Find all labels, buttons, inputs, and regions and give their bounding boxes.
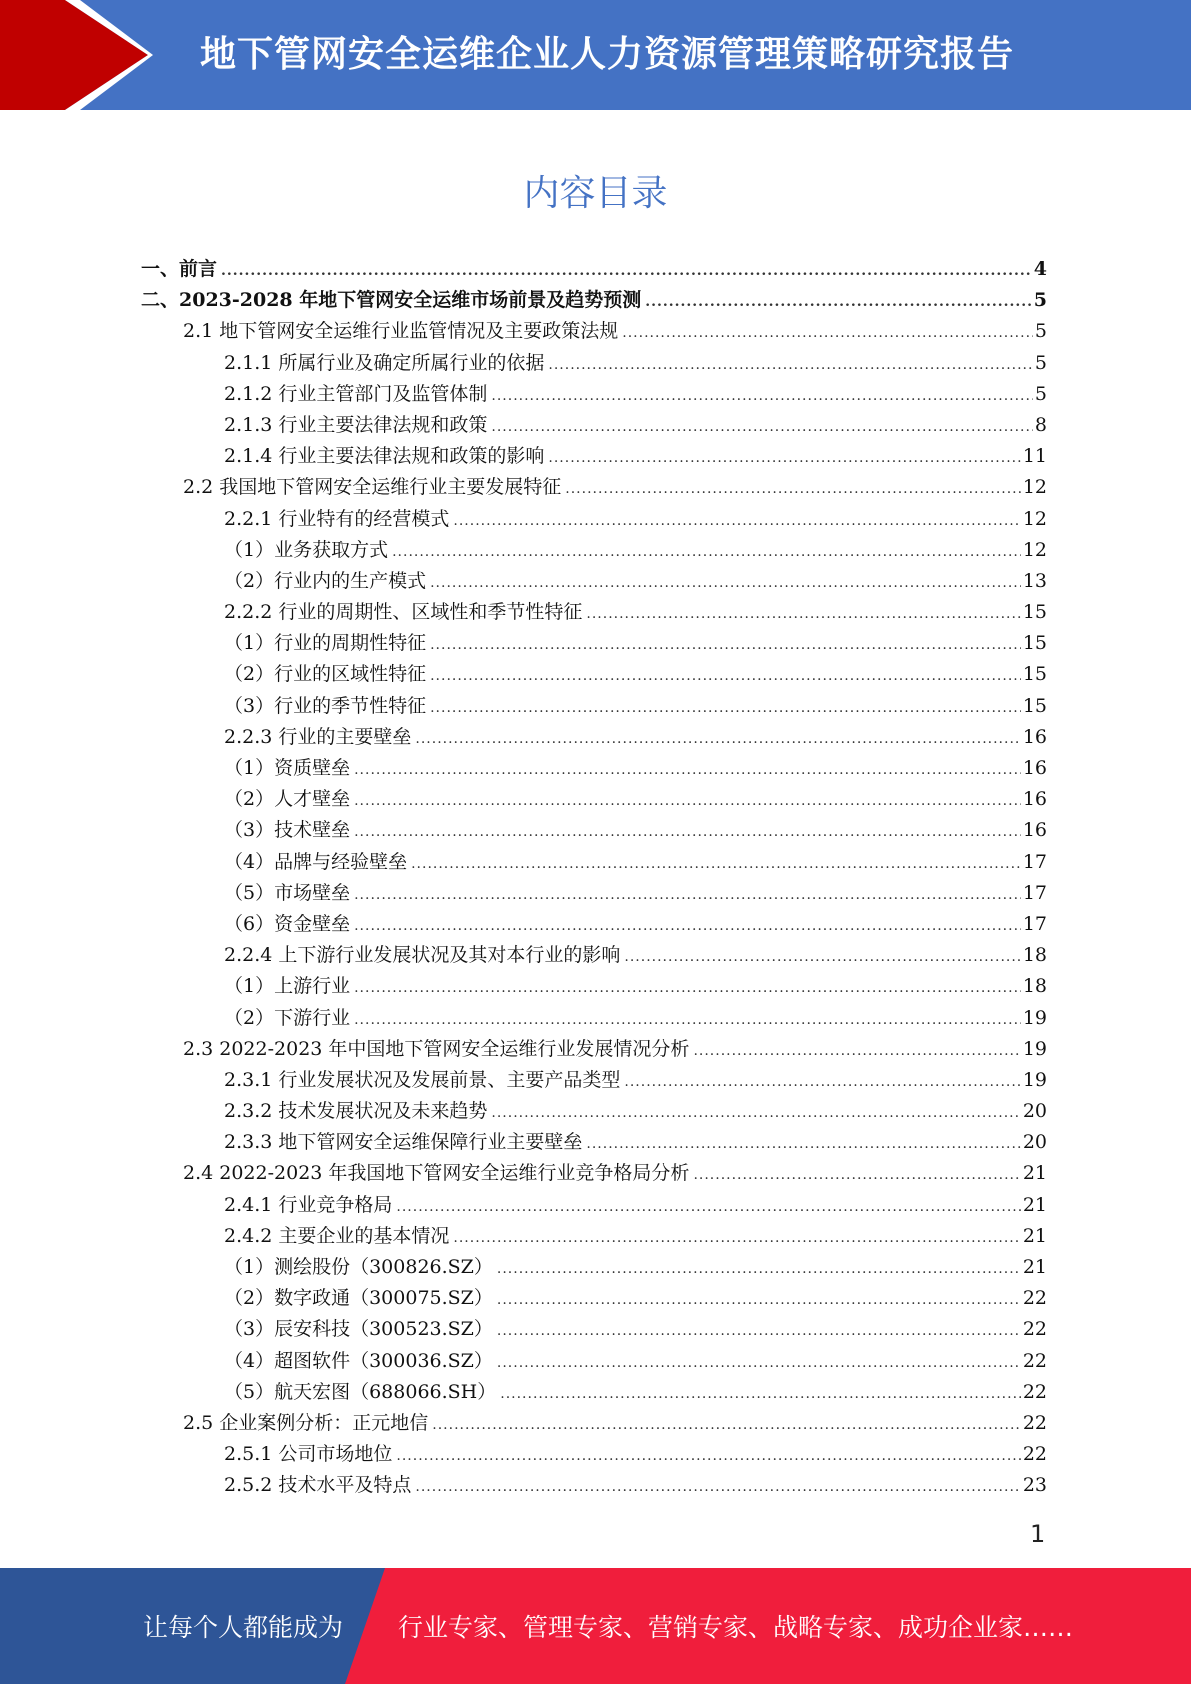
- toc-entry[interactable]: [224, 1065, 1047, 1096]
- toc-entry-label: 2.2.3 行业的主要壁垒: [224, 725, 412, 748]
- toc-leader-dots: [497, 1316, 1021, 1347]
- toc-leader-dots: [548, 350, 1033, 381]
- toc-entry-label: （1）测绘股份（300826.SZ）: [224, 1256, 493, 1278]
- toc-entry-label: 2.2.2 行业的周期性、区域性和季节性特征: [224, 601, 583, 624]
- table-of-contents: [0, 254, 1191, 1502]
- toc-leader-dots: [565, 474, 1021, 505]
- toc-leader-dots: [500, 1379, 1021, 1410]
- toc-entry-label: （5）市场壁垒: [224, 881, 351, 904]
- toc-entry-page: 5: [1034, 351, 1047, 374]
- toc-entry-label: 2.5.2 技术水平及特点: [224, 1474, 412, 1497]
- toc-entry-page: 21: [1022, 1162, 1047, 1185]
- toc-entry[interactable]: [141, 285, 1047, 316]
- toc-entry-label: （4）品牌与经验壁垒: [224, 850, 408, 873]
- toc-entry-label: （2）人才壁垒: [224, 788, 351, 811]
- toc-leader-dots: [392, 537, 1021, 568]
- toc-leader-dots: [497, 1348, 1021, 1379]
- toc-entry-page: 22: [1022, 1318, 1047, 1341]
- toc-entry-label: 2.4.1 行业竞争格局: [224, 1193, 393, 1216]
- toc-heading: 内容目录: [523, 173, 668, 214]
- toc-leader-dots: [396, 1441, 1020, 1472]
- toc-entry-label: 2.1.4 行业主要法律法规和政策的影响: [224, 445, 545, 468]
- toc-entry-page: 17: [1022, 912, 1047, 935]
- toc-entry-page: 19: [1022, 1037, 1047, 1060]
- toc-leader-dots: [354, 1005, 1021, 1036]
- toc-entry-page: 17: [1022, 850, 1047, 873]
- toc-leader-dots: [354, 880, 1021, 911]
- toc-entry[interactable]: [183, 1408, 1047, 1439]
- toc-entry[interactable]: [224, 1470, 1047, 1501]
- toc-entry[interactable]: [183, 316, 1047, 347]
- toc-entry-page: 21: [1022, 1256, 1047, 1278]
- toc-entry-label: 2.2 我国地下管网安全运维行业主要发展特征: [183, 476, 562, 499]
- toc-leader-dots: [430, 661, 1021, 692]
- toc-entry-label: （4）超图软件（300036.SZ）: [224, 1349, 493, 1372]
- toc-entry[interactable]: [224, 659, 1047, 690]
- toc-entry[interactable]: [224, 878, 1047, 909]
- toc-leader-dots: [497, 1254, 1021, 1285]
- toc-leader-dots: [645, 287, 1032, 318]
- toc-leader-dots: [624, 942, 1020, 973]
- toc-entry[interactable]: [224, 940, 1047, 971]
- toc-entry-page: 17: [1022, 881, 1047, 904]
- toc-entry-page: 15: [1022, 632, 1047, 655]
- toc-entry-label: 2.2.4 上下游行业发展状况及其对本行业的影响: [224, 944, 621, 967]
- toc-entry-label: （2）数字政通（300075.SZ）: [224, 1287, 493, 1310]
- toc-entry[interactable]: [224, 1221, 1047, 1252]
- toc-leader-dots: [415, 724, 1020, 755]
- toc-entry-label: 一、前言: [141, 258, 218, 280]
- toc-leader-dots: [693, 1036, 1020, 1067]
- toc-entry-page: 19: [1022, 1068, 1047, 1091]
- toc-entry-page: 5: [1034, 320, 1047, 343]
- toc-entry[interactable]: [141, 254, 1047, 285]
- page-number: 1: [1030, 1520, 1046, 1548]
- toc-leader-dots: [430, 630, 1021, 661]
- toc-leader-dots: [491, 381, 1033, 412]
- toc-entry[interactable]: [224, 410, 1047, 441]
- toc-entry-label: 2.1.1 所属行业及确定所属行业的依据: [224, 351, 545, 374]
- toc-entry[interactable]: [224, 1377, 1047, 1408]
- toc-leader-dots: [430, 693, 1021, 724]
- toc-leader-dots: [411, 849, 1021, 880]
- toc-entry-label: （3）行业的季节性特征: [224, 694, 427, 717]
- toc-entry-label: 2.5.1 公司市场地位: [224, 1443, 393, 1466]
- toc-entry[interactable]: [224, 379, 1047, 410]
- toc-entry[interactable]: [224, 722, 1047, 753]
- toc-entry-label: （2）行业内的生产模式: [224, 569, 427, 592]
- toc-entry-label: 2.3.3 地下管网安全运维保障行业主要壁垒: [224, 1131, 583, 1154]
- toc-entry-label: 2.1 地下管网安全运维行业监管情况及主要政策法规: [183, 320, 619, 343]
- toc-entry-page: 23: [1022, 1474, 1047, 1497]
- toc-leader-dots: [586, 1129, 1020, 1160]
- toc-leader-dots: [497, 1285, 1021, 1316]
- toc-entry-label: 2.5 企业案例分析：正元地信: [183, 1411, 429, 1434]
- toc-entry-page: 22: [1022, 1443, 1047, 1466]
- toc-entry[interactable]: [224, 1346, 1047, 1377]
- toc-entry-page: 12: [1022, 476, 1047, 499]
- toc-entry[interactable]: [224, 504, 1047, 535]
- toc-entry-page: 4: [1033, 258, 1047, 280]
- toc-entry-page: 13: [1022, 569, 1047, 592]
- footer-slogan-left: 让每个人都能成为: [143, 1613, 344, 1642]
- toc-entry-page: 22: [1022, 1287, 1047, 1310]
- toc-entry[interactable]: [224, 1096, 1047, 1127]
- toc-entry-page: 21: [1022, 1224, 1047, 1247]
- toc-entry-page: 18: [1022, 944, 1047, 967]
- toc-entry[interactable]: [224, 691, 1047, 722]
- toc-entry[interactable]: [224, 535, 1047, 566]
- toc-entry-page: 16: [1022, 788, 1047, 811]
- toc-entry-label: （3）技术壁垒: [224, 819, 351, 842]
- footer-banner: [0, 1568, 1191, 1684]
- toc-entry-page: 11: [1022, 445, 1047, 468]
- toc-entry[interactable]: [224, 815, 1047, 846]
- toc-entry-page: 20: [1022, 1131, 1047, 1154]
- toc-entry-label: （6）资金壁垒: [224, 912, 351, 935]
- toc-entry[interactable]: [224, 909, 1047, 940]
- toc-leader-dots: [622, 318, 1033, 349]
- toc-leader-dots: [354, 911, 1021, 942]
- toc-entry-label: 2.1.3 行业主要法律法规和政策: [224, 413, 488, 436]
- toc-entry-label: 2.3.2 技术发展状况及未来趋势: [224, 1100, 488, 1123]
- toc-entry-label: 2.3 2022-2023 年中国地下管网安全运维行业发展情况分析: [183, 1037, 690, 1060]
- toc-entry[interactable]: [224, 1252, 1047, 1283]
- header-arrow-decoration: [0, 0, 150, 110]
- toc-entry[interactable]: [224, 1314, 1047, 1345]
- toc-entry[interactable]: [224, 597, 1047, 628]
- toc-entry-page: 5: [1033, 289, 1047, 312]
- report-title: 地下管网安全运维企业人力资源管理策略研究报告: [200, 34, 1015, 75]
- toc-entry-label: （1）资质壁垒: [224, 757, 351, 779]
- toc-entry[interactable]: [224, 566, 1047, 597]
- toc-leader-dots: [396, 1192, 1020, 1223]
- toc-entry[interactable]: [224, 784, 1047, 815]
- toc-entry-label: 2.2.1 行业特有的经营模式: [224, 507, 450, 530]
- toc-entry-page: 16: [1022, 725, 1047, 748]
- toc-entry-label: （5）航天宏图（688066.SH）: [224, 1380, 497, 1403]
- toc-entry-label: （3）辰安科技（300523.SZ）: [224, 1318, 493, 1341]
- toc-entry-page: 20: [1022, 1100, 1047, 1123]
- toc-entry-page: 21: [1022, 1193, 1047, 1216]
- toc-entry[interactable]: [224, 628, 1047, 659]
- toc-leader-dots: [491, 1098, 1020, 1129]
- toc-leader-dots: [354, 973, 1021, 1004]
- toc-entry-page: 15: [1022, 601, 1047, 624]
- toc-entry-page: 22: [1022, 1380, 1047, 1403]
- toc-entry-page: 19: [1022, 1006, 1047, 1029]
- toc-entry-label: （1）业务获取方式: [224, 538, 389, 561]
- toc-entry-page: 12: [1022, 538, 1047, 561]
- toc-entry-label: （2）下游行业: [224, 1006, 351, 1029]
- toc-entry-page: 15: [1022, 663, 1047, 686]
- toc-leader-dots: [221, 256, 1032, 287]
- toc-entry[interactable]: [224, 1283, 1047, 1314]
- toc-entry[interactable]: [224, 1127, 1047, 1158]
- toc-entry-label: 二、2023-2028 年地下管网安全运维市场前景及趋势预测: [141, 289, 642, 312]
- toc-leader-dots: [354, 755, 1021, 786]
- toc-entry-label: （1）上游行业: [224, 975, 351, 998]
- toc-entry-label: 2.4.2 主要企业的基本情况: [224, 1224, 450, 1247]
- toc-leader-dots: [432, 1410, 1021, 1441]
- toc-entry[interactable]: [224, 441, 1047, 472]
- toc-entry-page: 22: [1022, 1411, 1047, 1434]
- toc-leader-dots: [354, 817, 1021, 848]
- toc-entry-page: 12: [1022, 507, 1047, 530]
- toc-entry-label: （1）行业的周期性特征: [224, 632, 427, 655]
- toc-entry-page: 16: [1022, 819, 1047, 842]
- toc-entry-label: 2.4 2022-2023 年我国地下管网安全运维行业竞争格局分析: [183, 1162, 690, 1185]
- toc-entry[interactable]: [224, 1003, 1047, 1034]
- toc-entry-page: 16: [1022, 757, 1047, 779]
- toc-entry[interactable]: [183, 472, 1047, 503]
- toc-entry-page: 15: [1022, 694, 1047, 717]
- toc-leader-dots: [453, 1223, 1020, 1254]
- toc-leader-dots: [430, 568, 1021, 599]
- toc-entry-page: 18: [1022, 975, 1047, 998]
- toc-leader-dots: [354, 786, 1021, 817]
- toc-entry[interactable]: [224, 1190, 1047, 1221]
- toc-entry[interactable]: [183, 1034, 1047, 1065]
- toc-entry[interactable]: [224, 847, 1047, 878]
- toc-entry-label: （2）行业的区域性特征: [224, 663, 427, 686]
- footer-slogan-right: 行业专家、管理专家、营销专家、战略专家、成功企业家……: [398, 1613, 1074, 1642]
- toc-leader-dots: [586, 599, 1020, 630]
- toc-entry-label: 2.3.1 行业发展状况及发展前景、主要产品类型: [224, 1068, 621, 1091]
- toc-entry[interactable]: [224, 1439, 1047, 1470]
- toc-leader-dots: [415, 1472, 1020, 1503]
- toc-entry-page: 5: [1034, 382, 1047, 405]
- toc-leader-dots: [693, 1160, 1020, 1191]
- toc-entry[interactable]: [183, 1158, 1047, 1189]
- toc-leader-dots: [491, 412, 1033, 443]
- toc-entry-page: 8: [1034, 413, 1047, 436]
- toc-leader-dots: [548, 443, 1020, 474]
- toc-leader-dots: [453, 506, 1020, 537]
- toc-entry[interactable]: [224, 348, 1047, 379]
- header-banner: [0, 0, 1191, 110]
- toc-entry[interactable]: [224, 753, 1047, 784]
- toc-entry-page: 22: [1022, 1349, 1047, 1372]
- toc-entry-label: 2.1.2 行业主管部门及监管体制: [224, 382, 488, 405]
- toc-leader-dots: [624, 1067, 1020, 1098]
- toc-entry[interactable]: [224, 971, 1047, 1002]
